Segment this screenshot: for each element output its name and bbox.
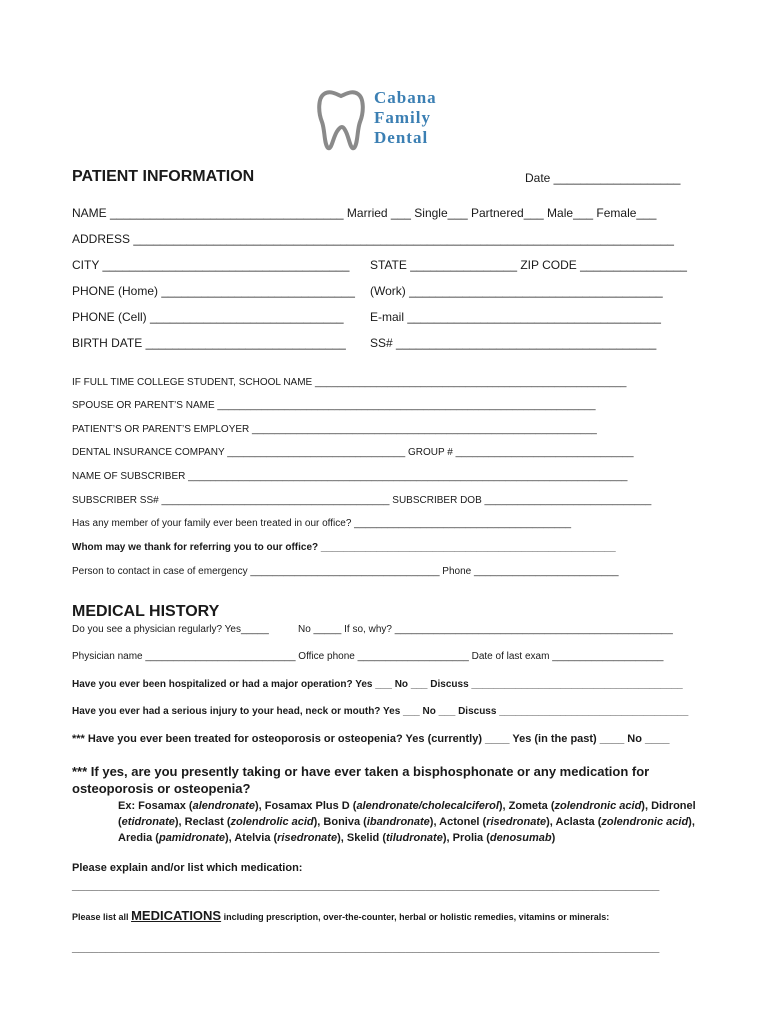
patient-info-title: PATIENT INFORMATION [72, 168, 255, 185]
physician-why-field[interactable]: No _____ If so, why? __________________________________________________ [298, 624, 673, 635]
employer-field[interactable]: PATIENT’S OR PARENT’S EMPLOYER ______________________________________________________________ [72, 424, 597, 435]
date-field[interactable]: Date ___________________ [525, 171, 681, 185]
example-item: Atelvia (risedronate), [234, 832, 347, 844]
phone-cell-field[interactable]: PHONE (Cell) _____________________________ [72, 310, 344, 324]
example-item: Actonel (risedronate), [439, 816, 556, 828]
logo-line-1: Cabana [374, 88, 437, 107]
medications-instruction [72, 908, 609, 923]
name-line[interactable]: NAME ___________________________________ Married ___ Single___ Partnered___ Male___ Female___ [72, 206, 657, 220]
spouse-field[interactable]: SPOUSE OR PARENT’S NAME ____________________________________________________________________ [72, 400, 596, 411]
explain-medication-line[interactable]: ________________________________________________________________________________________ [72, 878, 660, 892]
state-zip-field[interactable]: STATE ________________ ZIP CODE ________________ [370, 258, 687, 272]
example-item: Prolia (denosumab) [452, 832, 556, 844]
phone-work-field[interactable]: (Work) ______________________________________ [370, 284, 663, 298]
physician-regular-field[interactable]: Do you see a physician regularly? Yes_____ [72, 624, 269, 635]
head-injury-field[interactable]: Have you ever had a serious injury to your head, neck or mouth? Yes ___ No ___ Discuss __________________________________ [72, 706, 689, 717]
medication-examples [118, 798, 698, 846]
bisphosphonate-question-1: *** If yes, are you presently taking or have ever taken a bisphosphonate or any medication for [72, 764, 650, 779]
phone-home-field[interactable]: PHONE (Home) _____________________________ [72, 284, 355, 298]
logo-line-2: Family [374, 108, 431, 127]
subscriber-ss-field[interactable]: SUBSCRIBER SS# _________________________________________ SUBSCRIBER DOB ______________________________ [72, 495, 652, 506]
medications-suffix: including prescription, over-the-counter, herbal or holistic remedies, vitamins or minerals: [223, 912, 610, 922]
family-treated-field[interactable]: Has any member of your family ever been treated in our office? _______________________________________ [72, 518, 572, 529]
example-item: Boniva (ibandronate), [323, 816, 440, 828]
example-item: Skelid (tiludronate), [346, 832, 453, 844]
college-field[interactable]: IF FULL TIME COLLEGE STUDENT, SCHOOL NAME ________________________________________________________ [72, 377, 627, 388]
bisphosphonate-question-2: osteoporosis or osteopenia? [72, 781, 251, 796]
medications-line[interactable]: ________________________________________________________________________________________ [72, 940, 660, 954]
city-field[interactable]: CITY _____________________________________ [72, 258, 350, 272]
explain-medication-label: Please explain and/or list which medication: [72, 862, 303, 874]
physician-name-field[interactable]: Physician name ___________________________ Office phone ____________________ Date of last exam ____________________ [72, 651, 664, 662]
medications-word: MEDICATIONS [131, 908, 222, 923]
example-item: Aclasta (zolendronic acid), [555, 816, 695, 828]
referral-field[interactable]: Whom may we thank for referring you to our office? _____________________________________________________ [72, 542, 616, 553]
birth-date-field[interactable]: BIRTH DATE ______________________________ [72, 336, 346, 350]
ss-field[interactable]: SS# _______________________________________ [370, 336, 657, 350]
medical-history-title: MEDICAL HISTORY [72, 603, 220, 620]
example-item: Ex: Fosamax (alendronate), [118, 800, 265, 812]
email-field[interactable]: E-mail ______________________________________ [370, 310, 661, 324]
hospitalized-field[interactable]: Have you ever been hospitalized or had a major operation? Yes ___ No ___ Discuss ______________________________________ [72, 679, 683, 690]
address-line[interactable]: ADDRESS _________________________________________________________________________________ [72, 232, 674, 246]
osteoporosis-field[interactable]: *** Have you ever been treated for osteoporosis or osteopenia? Yes (currently) ____ Yes (in the past) ____ No ____ [72, 733, 670, 745]
medications-prefix: Please list all [72, 912, 129, 922]
example-item: Zometa (zolendronic acid), Didronel [508, 800, 696, 812]
subscriber-name-field[interactable]: NAME OF SUBSCRIBER _______________________________________________________________________________ [72, 471, 628, 482]
example-item: Fosamax Plus D (alendronate/cholecalciferol), [264, 800, 509, 812]
example-item: Reclast (zolendrolic acid), [184, 816, 324, 828]
example-item: Aredia (pamidronate), [118, 832, 235, 844]
example-item: (etidronate), [118, 816, 185, 828]
insurance-field[interactable]: DENTAL INSURANCE COMPANY ________________________________ GROUP # ________________________________ [72, 447, 634, 458]
emergency-contact-field[interactable]: Person to contact in case of emergency __________________________________ Phone __________________________ [72, 566, 619, 577]
logo-line-3: Dental [374, 128, 429, 147]
logo [316, 86, 466, 152]
tooth-icon [316, 86, 366, 152]
